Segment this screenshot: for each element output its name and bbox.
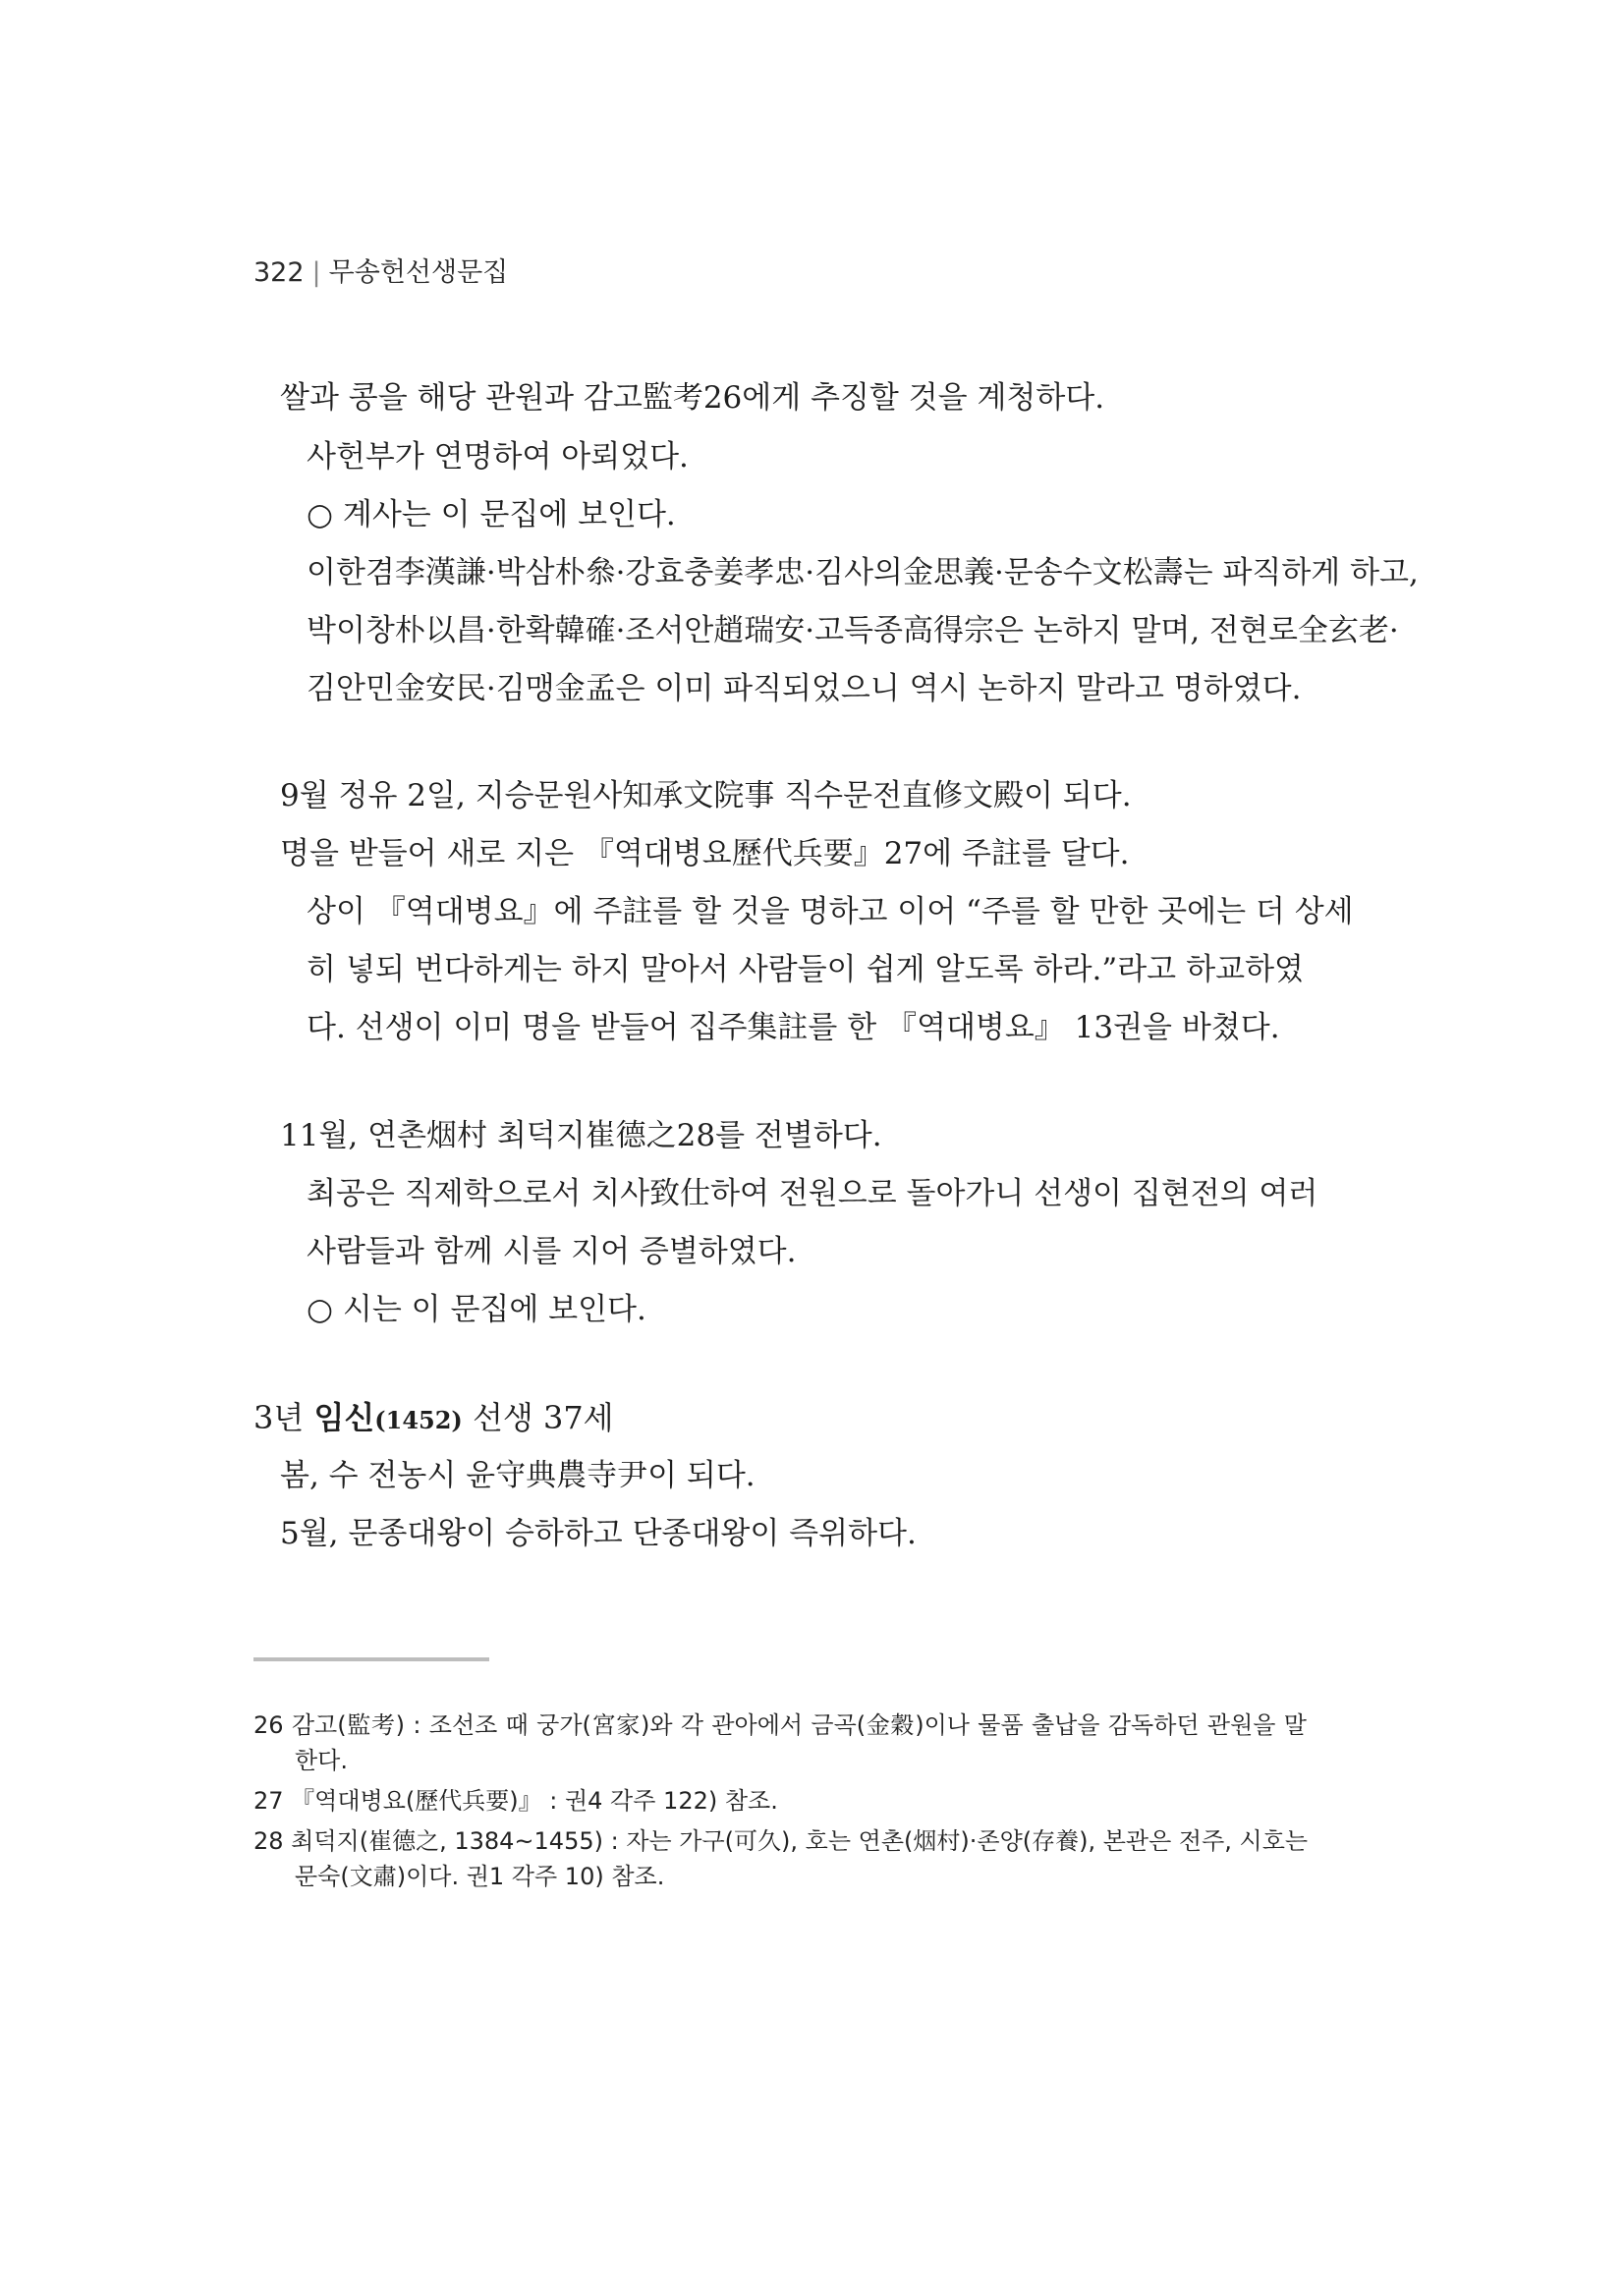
- year-heading: [253, 1398, 614, 1440]
- footnote-28-continued: 문숙(文肅)이다. 권1 각주 10) 참조.: [295, 1863, 665, 1890]
- entry-november: 11월, 연촌烟村 최덕지崔德之28를 전별하다.: [280, 1118, 882, 1153]
- entry-spring: 봄, 수 전농시 윤守典農寺尹이 되다.: [280, 1458, 756, 1493]
- entry-detail: 최공은 직제학으로서 치사致仕하여 전원으로 돌아가니 선생이 집현전의 여러: [307, 1176, 1318, 1211]
- entry-detail: 박이창朴以昌·한확韓確·조서안趙瑞安·고득종高得宗은 논하지 말며, 전현로全玄老·: [307, 613, 1399, 648]
- footnote-27: 27 『역대병요(歷代兵要)』 : 권4 각주 122) 참조.: [253, 1787, 778, 1815]
- entry-detail: 김안민金安民·김맹金孟은 이미 파직되었으니 역시 논하지 말라고 명하였다.: [307, 671, 1302, 706]
- year-age: 선생 37세: [472, 1399, 614, 1436]
- entry-september: 9월 정유 2일, 지승문원사知承文院事 직수문전直修文殿이 되다.: [280, 778, 1132, 813]
- entry-detail: 히 넣되 번다하게는 하지 말아서 사람들이 쉽게 알도록 하라.”라고 하교하였: [307, 952, 1304, 987]
- entry-rice-beans: 쌀과 콩을 해당 관원과 감고監考26에게 추징할 것을 계청하다.: [280, 380, 1105, 416]
- footnote-26-continued: 한다.: [295, 1747, 348, 1774]
- entry-commentary: 명을 받들어 새로 지은 『역대병요歷代兵要』27에 주註를 달다.: [280, 836, 1130, 871]
- entry-detail: 상이 『역대병요』에 주註를 할 것을 명하고 이어 “주를 할 만한 곳에는 더 상세: [307, 894, 1354, 929]
- footnote-26: 26 감고(監考) : 조선조 때 궁가(宮家)와 각 관아에서 금곡(金穀)이나 물품 출납을 감독하던 관원을 말: [253, 1711, 1307, 1739]
- entry-detail: 다. 선생이 이미 명을 받들어 집주集註를 한 『역대병요』 13권을 바쳤다.: [307, 1010, 1280, 1045]
- page-number: 322: [253, 257, 305, 288]
- entry-note: ○ 계사는 이 문집에 보인다.: [307, 497, 676, 532]
- entry-detail: 사람들과 함께 시를 지어 증별하였다.: [307, 1234, 797, 1269]
- year-name: 임신: [313, 1399, 375, 1436]
- entry-may: 5월, 문종대왕이 승하하고 단종대왕이 즉위하다.: [280, 1516, 917, 1551]
- running-header: [253, 251, 508, 289]
- book-title: 무송헌선생문집: [328, 257, 509, 288]
- header-separator: |: [311, 257, 321, 288]
- entry-detail: 사헌부가 연명하여 아뢰었다.: [307, 439, 689, 475]
- footnote-divider: [253, 1657, 489, 1661]
- footnote-28: 28 최덕지(崔德之, 1384~1455) : 자는 가구(可久), 호는 연촌(烟村)·존양(存養), 본관은 전주, 시호는: [253, 1827, 1309, 1855]
- year-ad: (1452): [374, 1406, 463, 1434]
- entry-detail: 이한겸李漢謙·박삼朴叅·강효충姜孝忠·김사의金思義·문송수文松壽는 파직하게 하고,: [307, 555, 1419, 590]
- entry-note: ○ 시는 이 문집에 보인다.: [307, 1292, 646, 1327]
- year-prefix: 3년: [253, 1399, 305, 1436]
